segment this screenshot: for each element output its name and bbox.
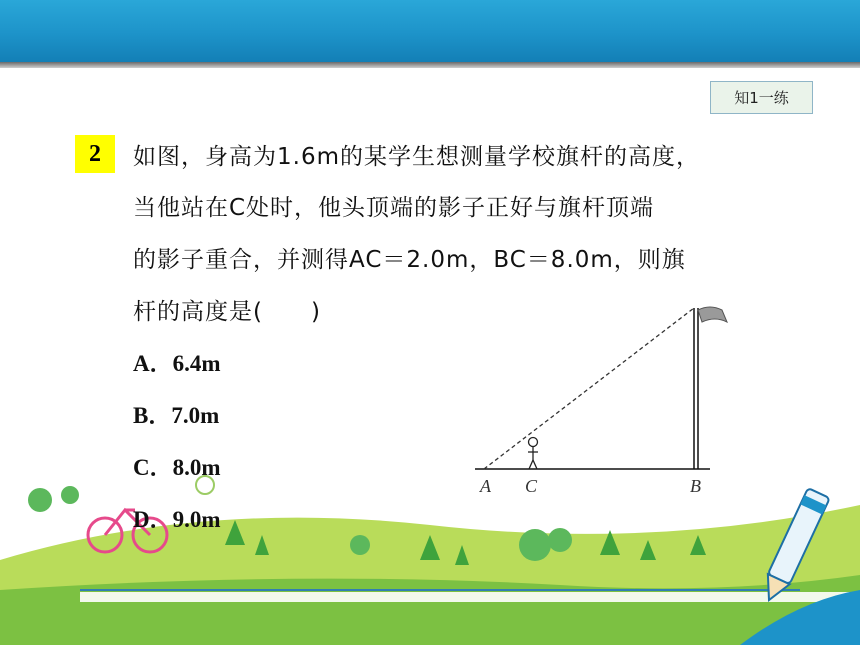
person-icon xyxy=(528,438,538,470)
option-b[interactable]: B．7.0m xyxy=(133,403,220,428)
flagpole-figure xyxy=(470,300,750,500)
flag-icon xyxy=(698,307,727,322)
shadow-ray xyxy=(484,308,694,469)
question-line-2: 当他站在C处时，他头顶端的影子正好与旗杆顶端 xyxy=(133,195,655,221)
question-line-3: 的影子重合，并测得AC＝2.0m，BC＝8.0m，则旗 xyxy=(133,247,686,273)
question-line-1: 如图，身高为1.6m的某学生想测量学校旗杆的高度， xyxy=(133,144,700,170)
option-a[interactable]: A．6.4m xyxy=(133,351,221,376)
option-d[interactable]: D．9.0m xyxy=(133,507,221,532)
option-c[interactable]: C．8.0m xyxy=(133,455,221,480)
label-b: B xyxy=(690,476,701,496)
section-tag: 知1一练 xyxy=(710,81,813,114)
question-number: 2 xyxy=(75,135,115,173)
label-a: A xyxy=(480,476,491,496)
question-line-4: 杆的高度是( ) xyxy=(133,299,321,325)
label-c: C xyxy=(525,476,538,496)
